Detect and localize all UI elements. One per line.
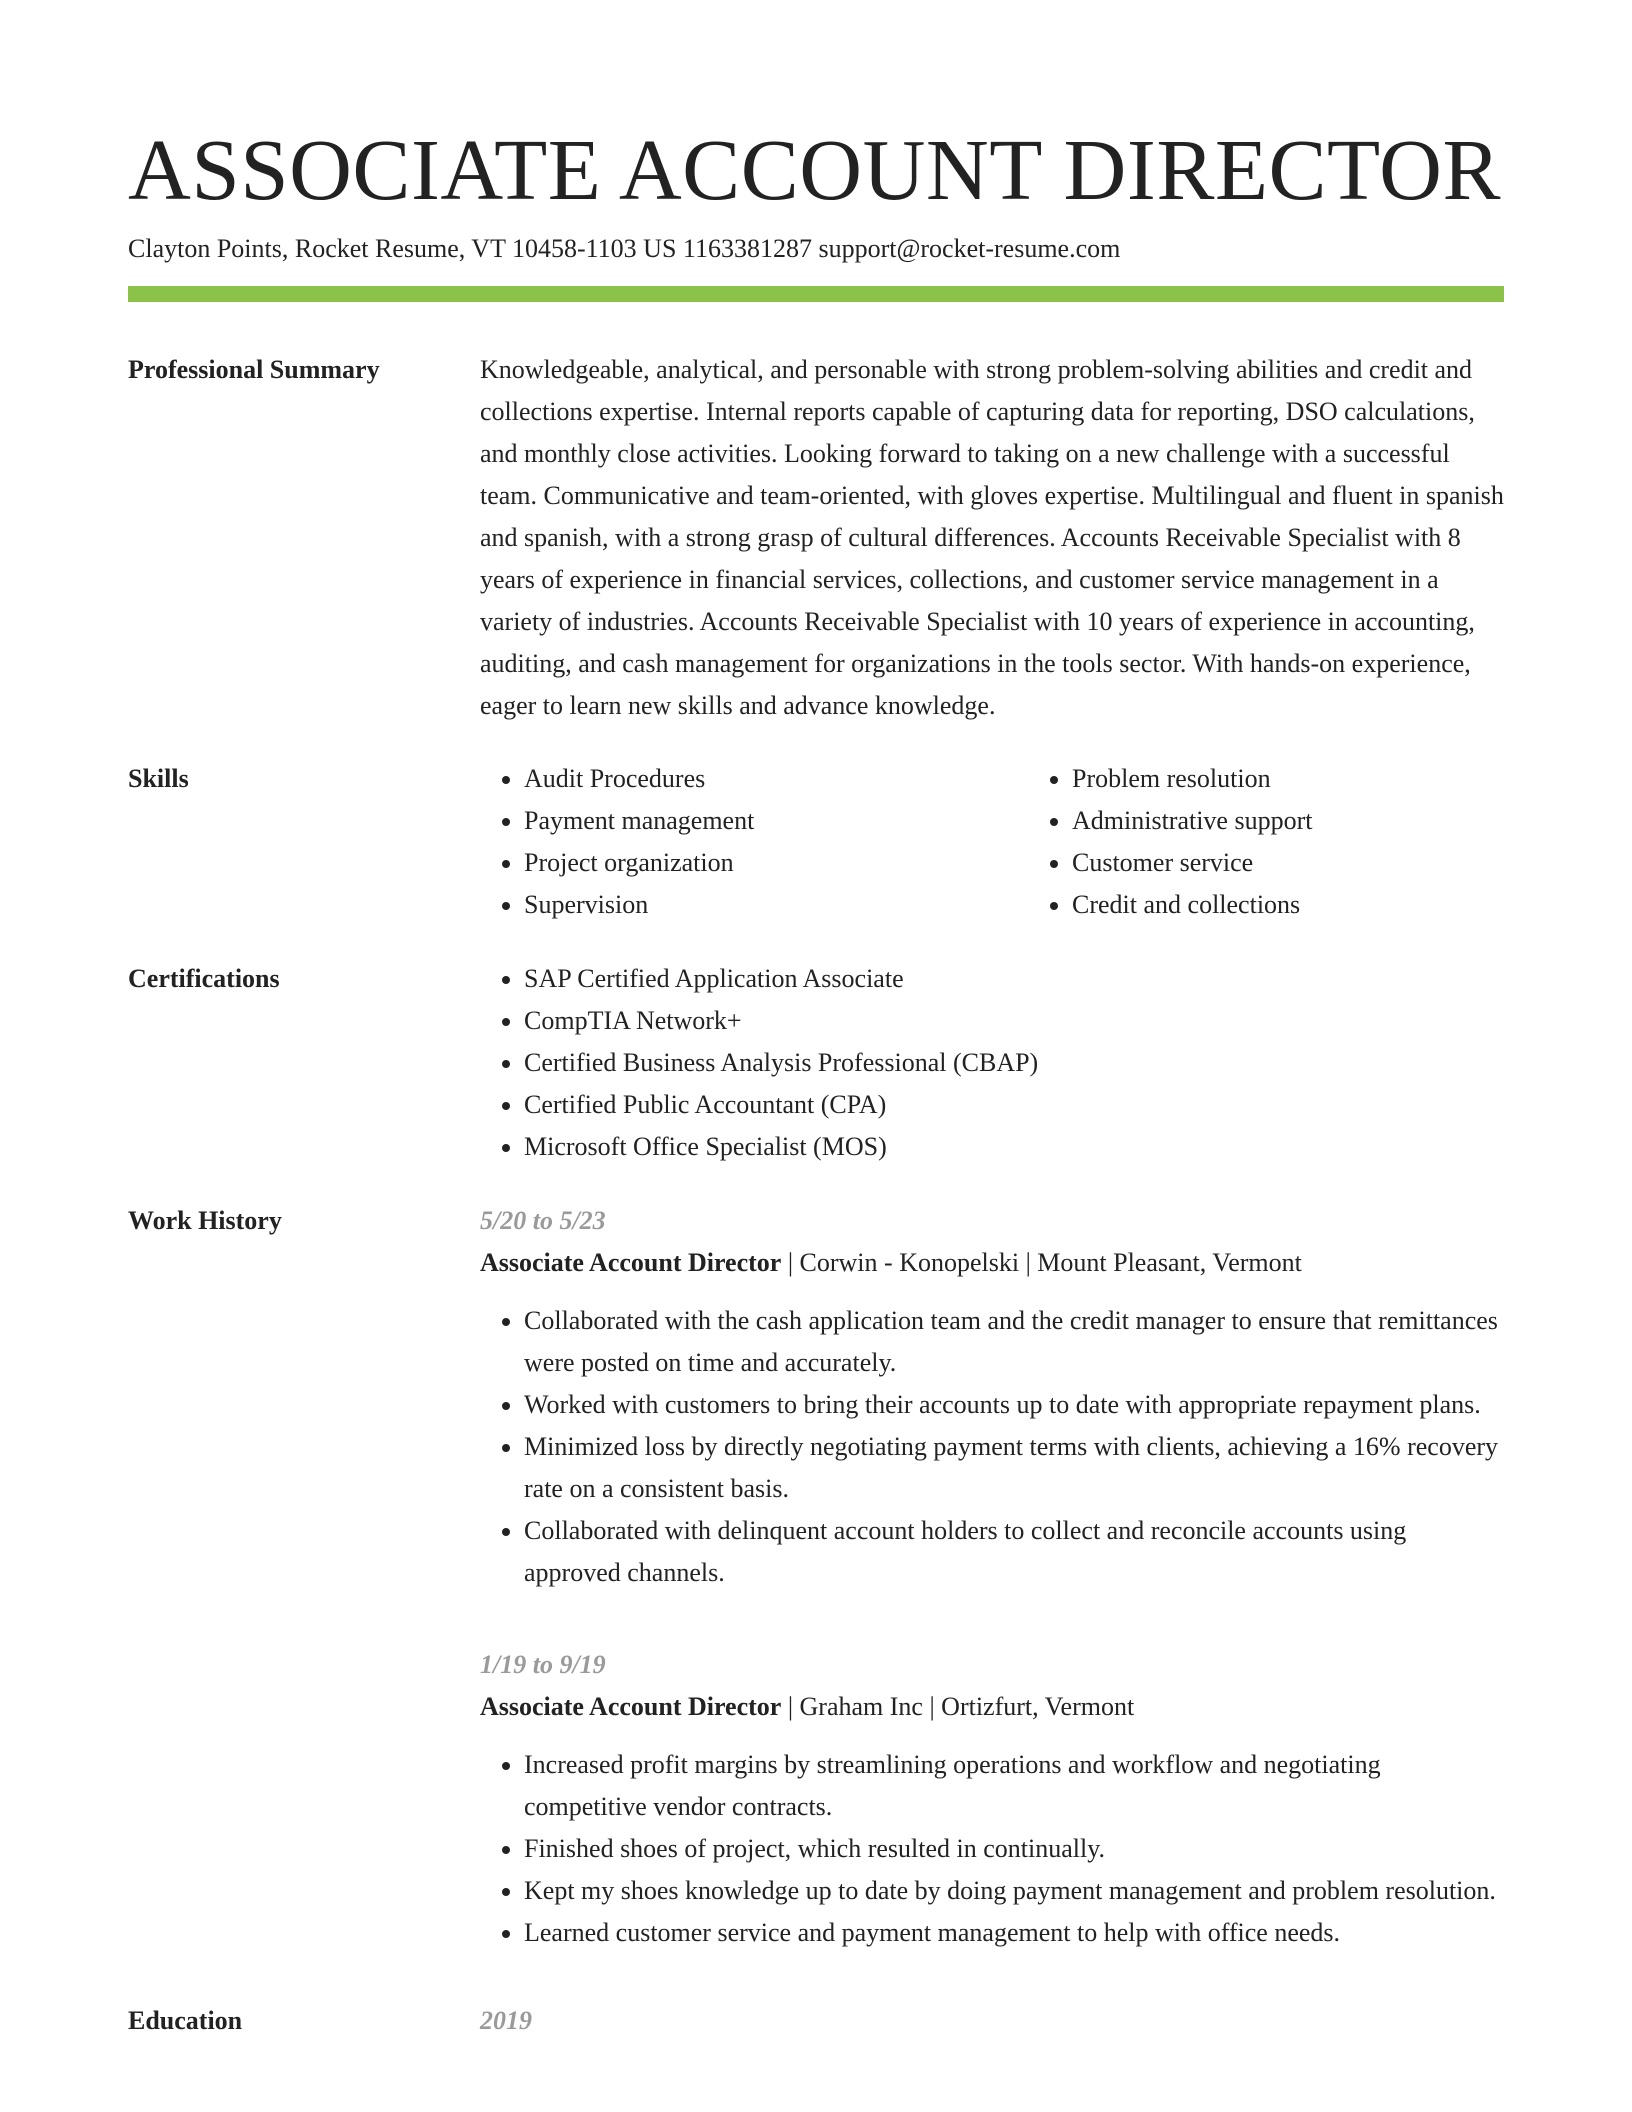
summary-section <box>128 349 1504 727</box>
job-bullet: • Worked with customers to bring their accounts up to date with appropriate repayment plans. <box>524 1384 1504 1426</box>
education-date: 2019 <box>480 2006 532 2035</box>
job-entry <box>480 1644 1504 1954</box>
job-details: | Corwin - Konopelski | Mount Pleasant, Vermont <box>781 1248 1302 1277</box>
skill-item: • Credit and collections <box>1072 884 1576 926</box>
certification-item: • Microsoft Office Specialist (MOS) <box>524 1126 1504 1168</box>
certification-item: • SAP Certified Application Associate <box>524 958 1504 1000</box>
job-entry <box>480 1200 1504 1594</box>
skill-item: • Supervision <box>524 884 1028 926</box>
skill-item: • Administrative support <box>1072 800 1576 842</box>
job-bullets <box>480 1744 1504 1954</box>
job-bullet: • Increased profit margins by streamlining operations and workflow and negotiating competitive vendor contracts. <box>524 1744 1504 1828</box>
certifications-list <box>480 958 1504 1168</box>
job-header <box>480 1242 1504 1284</box>
job-bullet: • Learned customer service and payment management to help with office needs. <box>524 1912 1504 1954</box>
skill-item: • Project organization <box>524 842 1028 884</box>
work-history-heading: Work History <box>128 1206 282 1235</box>
accent-divider <box>128 286 1504 302</box>
job-header <box>480 1686 1504 1728</box>
education-heading: Education <box>128 2006 243 2035</box>
job-details: | Graham Inc | Ortizfurt, Vermont <box>781 1692 1135 1721</box>
certification-item: • CompTIA Network+ <box>524 1000 1504 1042</box>
contact-line: Clayton Points, Rocket Resume, VT 10458-1103 US 1163381287 support@rocket-resume.com <box>128 234 1121 263</box>
job-title: Associate Account Director <box>480 1248 782 1277</box>
education-section <box>128 2000 1504 2042</box>
skills-heading: Skills <box>128 764 189 793</box>
certifications-heading: Certifications <box>128 964 280 993</box>
job-dates: 5/20 to 5/23 <box>480 1206 606 1235</box>
work-history-section <box>128 1200 1504 2004</box>
job-dates: 1/19 to 9/19 <box>480 1650 606 1679</box>
skill-item: • Customer service <box>1072 842 1576 884</box>
skills-section <box>128 758 1504 926</box>
resume-page <box>128 120 1504 2042</box>
job-bullet: • Collaborated with the cash application team and the credit manager to ensure that remittances were posted on time and accurately. <box>524 1300 1504 1384</box>
job-bullets <box>480 1300 1504 1594</box>
job-bullet: • Kept my shoes knowledge up to date by doing payment management and problem resolution. <box>524 1870 1504 1912</box>
skills-list-left <box>480 758 1028 926</box>
summary-heading: Professional Summary <box>128 355 380 384</box>
job-bullet: • Minimized loss by directly negotiating payment terms with clients, achieving a 16% recovery rate on a consistent basis. <box>524 1426 1504 1510</box>
skill-item: • Problem resolution <box>1072 758 1576 800</box>
resume-title: ASSOCIATE ACCOUNT DIRECTOR <box>128 121 1501 218</box>
certifications-section <box>128 958 1504 1168</box>
skill-item: • Payment management <box>524 800 1028 842</box>
skills-list-right <box>1028 758 1576 926</box>
job-bullet: • Collaborated with delinquent account holders to collect and reconcile accounts using approved channels. <box>524 1510 1504 1594</box>
job-title: Associate Account Director <box>480 1692 782 1721</box>
job-bullet: • Finished shoes of project, which resulted in continually. <box>524 1828 1504 1870</box>
certification-item: • Certified Public Accountant (CPA) <box>524 1084 1504 1126</box>
skill-item: • Audit Procedures <box>524 758 1028 800</box>
certification-item: • Certified Business Analysis Professional (CBAP) <box>524 1042 1504 1084</box>
summary-text: Knowledgeable, analytical, and personable with strong problem-solving abilities and credit and collections expertise. Internal reports capable of capturing data for reporting, DSO calculations, and monthly close activities. Looking forward to taking on a new challenge with a successful team. Communicative and team-oriented, with gloves expertise. Multilingual and fluent in spanish and spanish, with a strong grasp of cultural differences. Accounts Receivable Specialist with 8 years of experience in financial services, collections, and customer service management in a variety of industries. Accounts Receivable Specialist with 10 years of experience in accounting, auditing, and cash management for organizations in the tools sector. With hands-on experience, eager to learn new skills and advance knowledge. <box>480 355 1504 720</box>
